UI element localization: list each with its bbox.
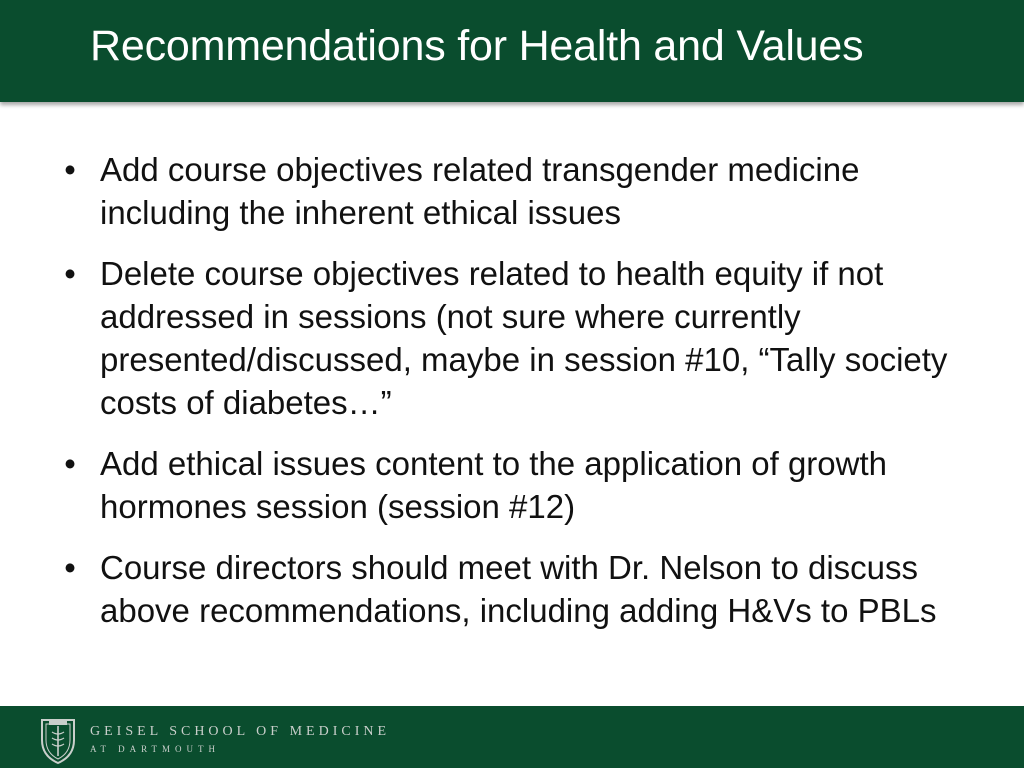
- bullet-item: [60, 252, 960, 424]
- bullet-item: [60, 442, 960, 528]
- bullet-item: [60, 148, 960, 234]
- institution-subtitle: AT DARTMOUTH: [90, 744, 221, 754]
- footer-bar: [0, 706, 1024, 768]
- bullet-item: [60, 546, 960, 632]
- bullet-text: Add ethical issues content to the application of growth hormones session (session #12): [100, 445, 887, 525]
- bullet-text: Delete course objectives related to health equity if not addressed in sessions (not sure where currently presented/discussed, maybe in session #10, “Tally society costs of diabetes…”: [100, 255, 948, 421]
- title-bar: [0, 0, 1024, 102]
- institution-name: GEISEL SCHOOL OF MEDICINE: [90, 724, 391, 739]
- bullet-marker: •: [64, 445, 76, 482]
- bullet-marker: •: [64, 151, 76, 188]
- bullet-marker: •: [64, 255, 76, 292]
- bullet-list: [60, 148, 960, 650]
- bullet-text: Course directors should meet with Dr. Nelson to discuss above recommendations, including adding H&Vs to PBLs: [100, 549, 937, 629]
- shield-caduceus-icon: [38, 716, 78, 766]
- bullet-marker: •: [64, 549, 76, 586]
- slide-title: Recommendations for Health and Values: [90, 22, 864, 70]
- bullet-text: Add course objectives related transgender medicine including the inherent ethical issues: [100, 151, 860, 231]
